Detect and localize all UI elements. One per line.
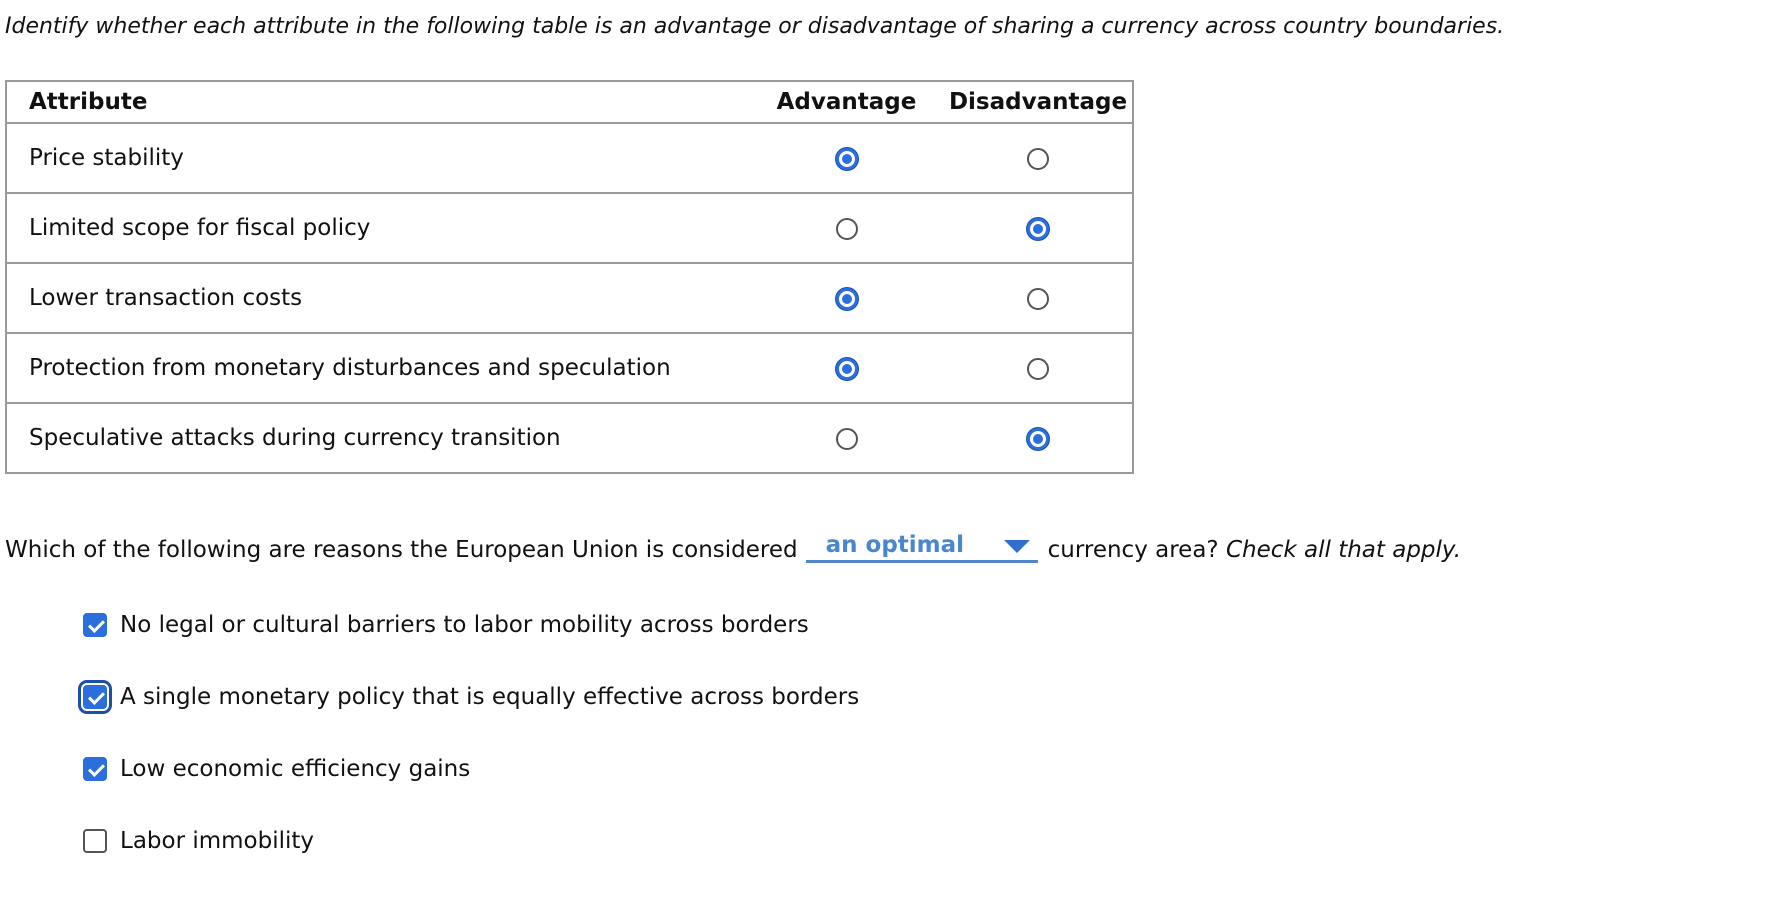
checkbox[interactable] [83, 829, 107, 853]
caret-down-icon [1004, 540, 1030, 553]
checkbox[interactable] [83, 685, 107, 709]
table-row [6, 403, 1133, 473]
advantage-radio[interactable] [836, 428, 858, 450]
disadvantage-radio[interactable] [1027, 358, 1049, 380]
question-suffix: currency area? [1047, 537, 1219, 563]
row-label: Protection from monetary disturbances and speculation [6, 333, 749, 403]
checkbox[interactable] [83, 757, 107, 781]
option-labor-immobility[interactable] [83, 826, 314, 856]
option-label: Labor immobility [120, 828, 315, 854]
table-row [6, 333, 1133, 403]
header-disadvantage: Disadvantage [944, 81, 1133, 123]
question-prefix: Which of the following are reasons the European Union is considered [5, 537, 798, 563]
option-labor-mobility[interactable] [83, 610, 809, 640]
row-label: Speculative attacks during currency transition [29, 425, 561, 451]
option-label: A single monetary policy that is equally effective across borders [120, 684, 860, 710]
option-single-monetary-policy[interactable] [83, 682, 859, 712]
dropdown-value: an optimal [825, 532, 965, 558]
table-row [6, 123, 1133, 193]
advantage-radio[interactable] [836, 358, 858, 380]
check-all-note: Check all that apply. [1225, 537, 1462, 563]
row-label: Limited scope for fiscal policy [6, 193, 749, 263]
question-text [5, 530, 1461, 563]
optimal-dropdown[interactable] [806, 530, 1038, 563]
advantage-radio[interactable] [836, 148, 858, 170]
disadvantage-radio[interactable] [1027, 148, 1049, 170]
row-label: Lower transaction costs [6, 263, 749, 333]
disadvantage-radio[interactable] [1027, 218, 1049, 240]
table-row [6, 193, 1133, 263]
header-advantage: Advantage [749, 81, 944, 123]
option-label: Low economic efficiency gains [120, 756, 471, 782]
checkbox[interactable] [83, 613, 107, 637]
advantage-radio[interactable] [836, 288, 858, 310]
header-attribute: Attribute [6, 81, 749, 123]
disadvantage-radio[interactable] [1027, 288, 1049, 310]
table-row [6, 263, 1133, 333]
attribute-table [5, 80, 1134, 474]
row-label: Price stability [6, 123, 749, 193]
advantage-radio[interactable] [836, 218, 858, 240]
disadvantage-radio[interactable] [1027, 428, 1049, 450]
table-header-row [6, 81, 1133, 123]
instruction-text: Identify whether each attribute in the following table is an advantage or disadvantage of sharing a currency across country boundaries. [5, 14, 1505, 39]
option-low-efficiency-gains[interactable] [83, 754, 470, 784]
option-label: No legal or cultural barriers to labor mobility across borders [120, 612, 809, 638]
